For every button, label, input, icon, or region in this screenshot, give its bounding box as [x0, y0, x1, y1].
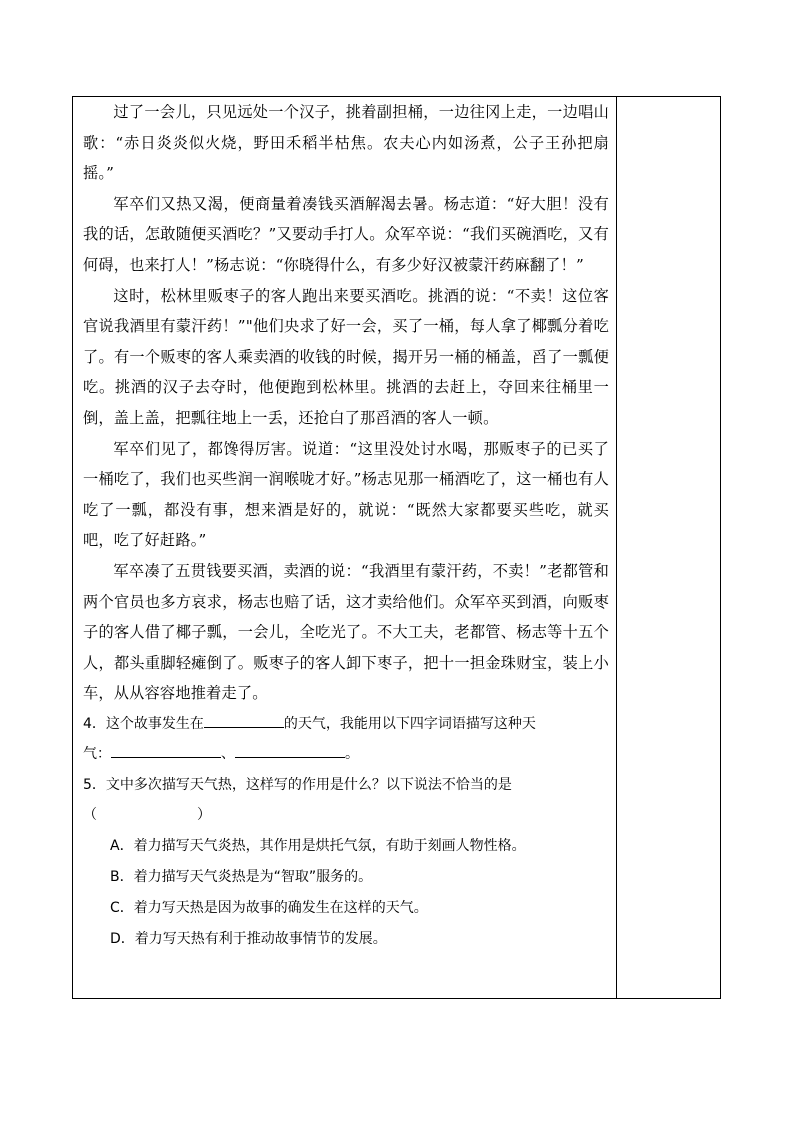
paren-close: ）	[197, 807, 211, 824]
question-4-text-3: 气：	[83, 746, 111, 763]
worksheet-table	[72, 96, 721, 999]
question-5-answer-paren	[83, 800, 609, 831]
paren-open: （	[83, 807, 97, 824]
option-a[interactable]: A．着力描写天气炎热，其作用是烘托气氛，有助于刻画人物性格。	[110, 837, 526, 854]
question-4-blank-word-1[interactable]	[111, 741, 221, 758]
passage	[83, 97, 609, 709]
question-4-blank-word-2[interactable]	[235, 741, 345, 758]
question-4-text-1: 4．这个故事发生在	[83, 715, 204, 732]
question-4-end: 。	[345, 746, 359, 763]
question-4-blank-weather[interactable]	[204, 711, 284, 728]
option-b[interactable]: B．着力描写天气炎热是为“智取”服务的。	[110, 868, 373, 885]
question-4-text-2: 的天气，我能用以下四字词语描写这种天	[283, 715, 536, 732]
passage-paragraph-1: 过了一会儿，只见远处一个汉子，挑着副担桶，一边往冈上走，一边唱山歌：“赤日炎炎似火烧，野田禾稻半枯焦。农夫心内如汤煮，公子王孙把扇摇。”	[83, 103, 609, 183]
content-cell	[83, 97, 609, 955]
passage-paragraph-5: 军卒凑了五贯钱要买酒，卖酒的说：“我酒里有蒙汗药，不卖！”老都管和两个官员也多方哀求，杨志也赔了话，这才卖给他们。众军卒买到酒，向贩枣子的客人借了椰子瓢，一会儿，全吃光了。不大工夫，老都管、杨志等十五个人，都头重脚轻瘫倒了。贩枣子的客人卸下枣子，把十一担金珠财宝，装上小车，从从容容地推着走了。	[83, 561, 609, 703]
question-4-line-2	[83, 739, 609, 770]
passage-paragraph-2: 军卒们又热又渴，便商量着凑钱买酒解渴去暑。杨志道：“好大胆！没有我的话，怎敢随便买酒吃？”又要动手打人。众军卒说：“我们买碗酒吃，又有何碍，也来打人！”杨志说：“你晓得什么，有多少好汉被蒙汗药麻翻了！”	[83, 194, 609, 274]
question-4	[83, 709, 609, 740]
question-4-separator: 、	[221, 746, 235, 763]
option-c[interactable]: C．着力写天热是因为故事的确发生在这样的天气。	[110, 899, 428, 916]
passage-paragraph-4: 军卒们见了，都馋得厉害。说道：“这里没处讨水喝，那贩枣子的已买了一桶吃了，我们也买些润一润喉咙才好。”杨志见那一桶酒吃了，这一桶也有人吃了一瓢，都没有事，想来酒是好的，就说：“既然大家都要买些吃，就买吧，吃了好赶路。”	[83, 439, 609, 550]
question-5: 5．文中多次描写天气热，这样写的作用是什么？以下说法不恰当的是	[83, 776, 512, 793]
option-d[interactable]: D．着力写天热有利于推动故事情节的发展。	[110, 930, 387, 947]
notes-cell	[617, 97, 720, 998]
passage-paragraph-3: 这时，松林里贩枣子的客人跑出来要买酒吃。挑酒的说：“不卖！这位客官说我酒里有蒙汗药！”"他们央求了好一会，买了一桶，每人拿了椰瓢分着吃了。有一个贩枣的客人乘卖酒的收钱的时候，揭开另一桶的桶盖，舀了一瓢便吃。挑酒的汉子去夺时，他便跑到松林里。挑酒的去赶上，夺回来往桶里一倒，盖上盖，把瓢往地上一丢，还抢白了那舀酒的客人一顿。	[83, 286, 609, 427]
